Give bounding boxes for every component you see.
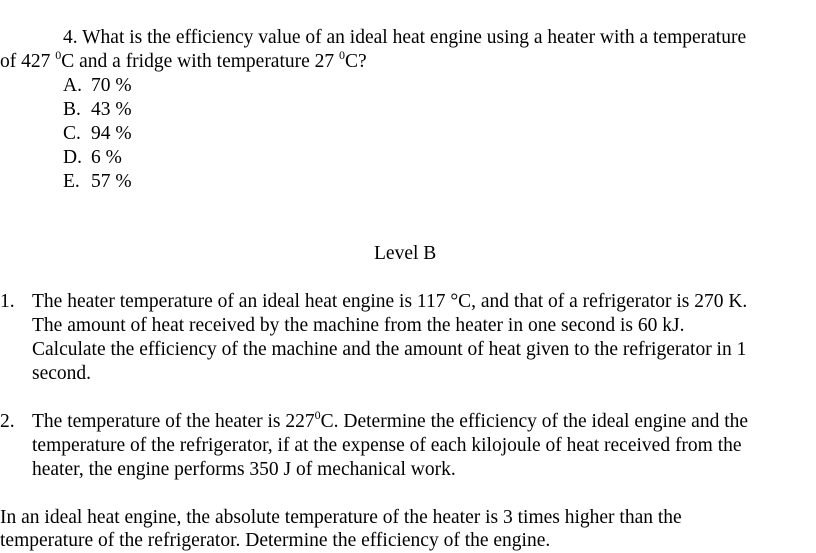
option-text: 94 % bbox=[91, 123, 132, 144]
level-heading: Level B bbox=[374, 243, 437, 264]
option-b bbox=[63, 98, 132, 122]
degree-superscript: 0 bbox=[314, 407, 321, 422]
problem-2-line-1-part-b: C. Determine the efficiency of the ideal engine and the bbox=[320, 411, 749, 432]
option-text: 43 % bbox=[91, 99, 132, 120]
problem-2-line bbox=[32, 407, 749, 434]
problem-1 bbox=[0, 290, 816, 386]
problem-2-line: temperature of the refrigerator, if at the expense of each kilojoule of heat received from the bbox=[32, 435, 742, 456]
problem-2 bbox=[0, 407, 816, 482]
option-text: 57 % bbox=[91, 171, 132, 192]
question-4-line-2-part-a: of 427 bbox=[0, 51, 56, 72]
option-text: 6 % bbox=[91, 147, 122, 168]
problem-2-line: heater, the engine performs 350 J of mechanical work. bbox=[32, 459, 456, 480]
option-letter: C. bbox=[63, 123, 81, 144]
option-letter: B. bbox=[63, 99, 81, 120]
option-d bbox=[63, 146, 122, 170]
degree-superscript: 0 bbox=[55, 47, 62, 62]
problem-1-line: The heater temperature of an ideal heat engine is 117 °C, and that of a refrigerator is 270 K. bbox=[32, 291, 748, 312]
problem-1-line: Calculate the efficiency of the machine and the amount of heat given to the refrigerator in 1 bbox=[32, 339, 747, 360]
option-letter: E. bbox=[63, 171, 80, 192]
option-a bbox=[63, 74, 132, 98]
question-4-line-2-part-c: C? bbox=[345, 51, 367, 72]
problem-3-line: In an ideal heat engine, the absolute temperature of the heater is 3 times higher than the bbox=[0, 507, 682, 528]
option-c bbox=[63, 122, 132, 146]
problem-1-line: second. bbox=[32, 363, 92, 384]
problem-number: 1. bbox=[0, 291, 15, 312]
problem-3-line: temperature of the refrigerator. Determine the efficiency of the engine. bbox=[0, 530, 551, 551]
question-4-line-1: 4. What is the efficiency value of an ideal heat engine using a heater with a temperature bbox=[63, 27, 747, 48]
option-letter: A. bbox=[63, 75, 82, 96]
problem-number: 2. bbox=[0, 411, 15, 432]
problem-1-line: The amount of heat received by the machine from the heater in one second is 60 kJ. bbox=[32, 315, 685, 336]
option-e bbox=[63, 170, 132, 194]
option-letter: D. bbox=[63, 147, 82, 168]
option-text: 70 % bbox=[91, 75, 132, 96]
question-4-line-2-part-b: C and a fridge with temperature 27 bbox=[61, 51, 340, 72]
degree-superscript: 0 bbox=[339, 47, 346, 62]
question-4-line-2 bbox=[0, 47, 367, 74]
problem-2-line-1-part-a: The temperature of the heater is 227 bbox=[32, 411, 315, 432]
